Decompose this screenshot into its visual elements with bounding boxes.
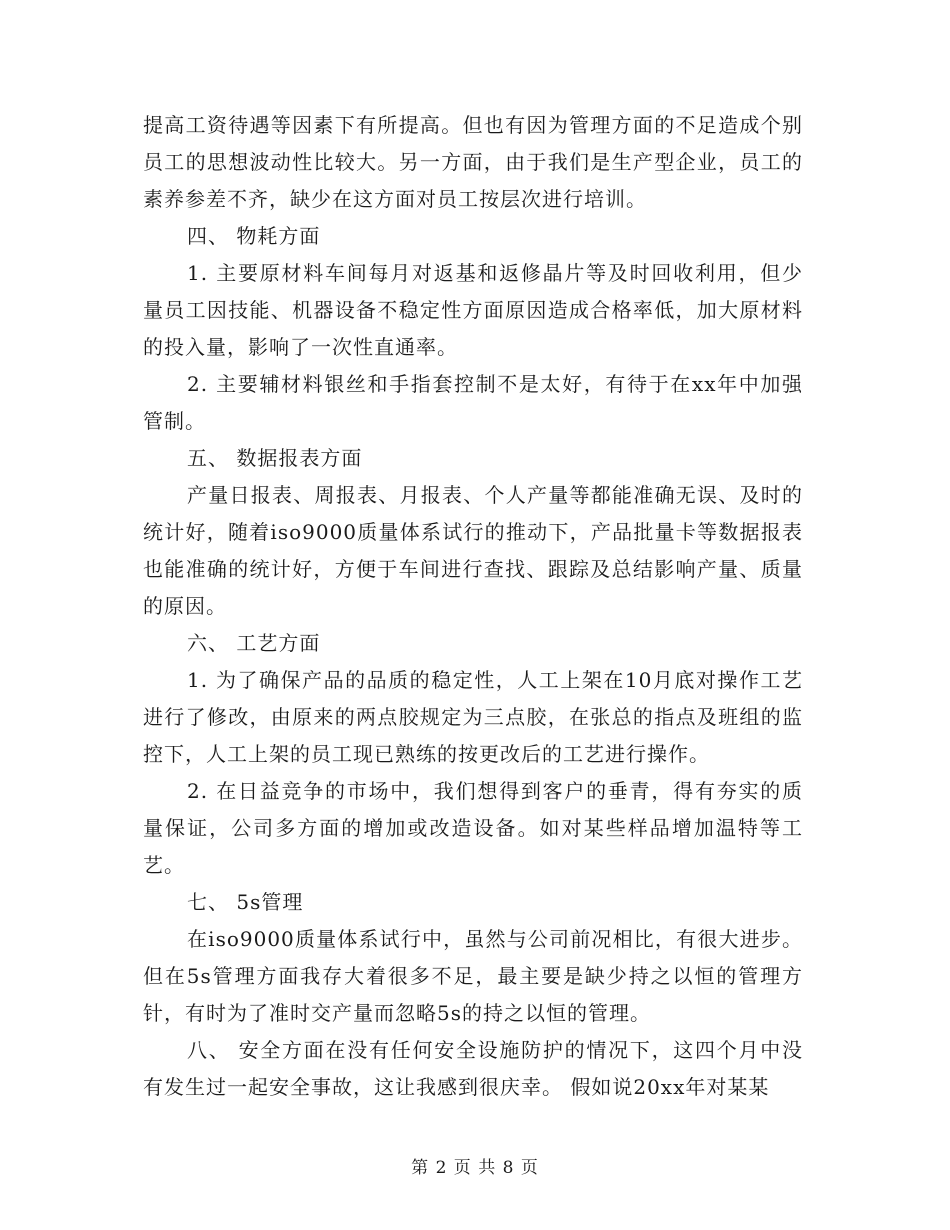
paragraph-safety: 八、 安全方面在没有任何安全设施防护的情况下，这四个月中没有发生过一起安全事故，这让我感到很庆幸。 假如说20xx年对某某: [143, 1038, 803, 1099]
section-heading-reports: 五、 数据报表方面: [187, 446, 363, 470]
section-heading-5s: 七、 5s管理: [187, 890, 304, 914]
paragraph-5s: 在iso9000质量体系试行中，虽然与公司前况相比，有很大进步。但在5s管理方面我存大着很多不足，最主要是缺少持之以恒的管理方针，有时为了准时交产量而忽略5s的持之以恒的管理。: [143, 927, 803, 1025]
document-body: [143, 107, 803, 1106]
section-heading-process: 六、 工艺方面: [187, 631, 321, 655]
paragraph-materials-1: 1. 主要原材料车间每月对返基和返修晶片等及时回收利用，但少量员工因技能、机器设备不稳定性方面原因造成合格率低，加大原材料的投入量，影响了一次性直通率。: [143, 261, 803, 359]
paragraph-materials-2: 2. 主要辅材料银丝和手指套控制不是太好，有待于在xx年中加强管制。: [143, 372, 803, 433]
paragraph-continuation: 提高工资待遇等因素下有所提高。但也有因为管理方面的不足造成个别员工的思想波动性比较大。另一方面，由于我们是生产型企业，员工的素养参差不齐，缺少在这方面对员工按层次进行培训。: [143, 113, 803, 211]
paragraph-process-1: 1. 为了确保产品的品质的稳定性，人工上架在10月底对操作工艺进行了修改，由原来的两点胶规定为三点胶，在张总的指点及班组的监控下，人工上架的员工现已熟练的按更改后的工艺进行操作。: [143, 668, 803, 766]
paragraph-reports: 产量日报表、周报表、月报表、个人产量等都能准确无误、及时的统计好，随着iso9000质量体系试行的推动下，产品批量卡等数据报表也能准确的统计好，方便于车间进行查找、跟踪及总结影响产量、质量的原因。: [143, 483, 803, 618]
section-heading-materials: 四、 物耗方面: [187, 224, 321, 248]
page-number-footer: 第 2 页 共 8 页: [411, 1158, 539, 1178]
paragraph-process-2: 2. 在日益竞争的市场中，我们想得到客户的垂青，得有夯实的质量保证，公司多方面的增加或改造设备。如对某些样品增加温特等工艺。: [143, 779, 803, 877]
